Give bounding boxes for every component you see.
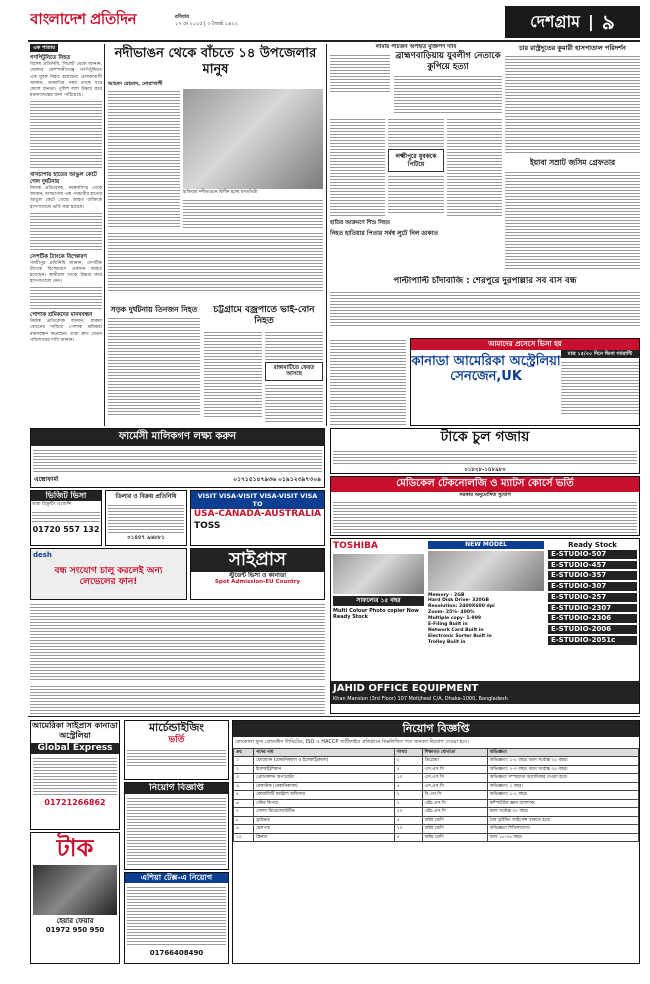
table-cell: মেকানিক (মেকানিক্যাল) <box>254 782 395 791</box>
pharmacy-body <box>33 448 322 474</box>
lightning-head: চট্টগ্রামে বজ্রপাতে ভাই-বোন নিহত <box>213 305 315 326</box>
section-title <box>505 6 640 38</box>
left-column <box>30 44 102 426</box>
merchandising-ad <box>124 720 229 780</box>
table-cell: বি.এস.সি <box>422 791 487 800</box>
table-cell: ড্রাইভার <box>254 816 395 825</box>
column-rule <box>104 44 105 426</box>
toshiba-new-model: NEW MODEL <box>428 541 544 549</box>
job-table <box>233 748 639 843</box>
lightning-body-1 <box>204 330 262 418</box>
medical-sub: সরকার অনুমোদিত সুযোগ <box>459 491 511 498</box>
table-row <box>234 799 639 808</box>
global-express-ad <box>30 720 120 830</box>
model-item: E-STUDIO-457 <box>548 561 637 570</box>
lightning-body-2 <box>265 330 323 360</box>
visa-visit-small-ad <box>30 490 102 546</box>
lead-body-col-2 <box>183 198 323 228</box>
table-cell: ফোরম্যান (মেকানিক্যাল ও ইলেকট্রিক্যাল) <box>254 757 395 766</box>
section-name: দেশগ্রাম <box>530 12 581 31</box>
header-cell: সংখ্যা <box>394 748 422 757</box>
lightning-body-3 <box>265 383 323 423</box>
table-cell: কম্পিউটার জ্ঞান আবশ্যক। <box>487 799 638 808</box>
table-row <box>234 825 639 834</box>
road-accident-head: সড়ক দুর্ঘটনায় তিনজন নিহত <box>110 305 198 314</box>
table-cell: বয়স ১৮-৩৫ বছর। <box>487 833 638 842</box>
table-cell: এস.এস.সি <box>422 782 487 791</box>
hair-phone: ০১৮২৮-১৪৮৯৮০ <box>464 466 506 473</box>
visa-small-body <box>32 510 100 524</box>
cyprus-title: সাইপ্রাস <box>191 549 324 572</box>
middle-column <box>330 44 502 274</box>
hair-body <box>333 449 637 465</box>
header-cell: পদের নাম <box>254 748 395 757</box>
table-cell: ২ <box>234 765 254 774</box>
right-head: চার রাস্ট্রদূতের কুমারী হাসপাতাল পরিদর্শন <box>519 44 626 52</box>
table-cell: ৫ <box>394 833 422 842</box>
table-cell: এইচ.এস.সি <box>422 808 487 817</box>
table-cell: এস.এস.সি <box>422 765 487 774</box>
global-phone: 01721266862 <box>44 798 106 808</box>
masthead-date <box>175 10 255 36</box>
small-job-body <box>127 796 226 866</box>
table-cell: ২ <box>394 799 422 808</box>
model-item: E-STUDIO-507 <box>548 550 637 559</box>
right-column <box>505 44 640 274</box>
header-cell: ক্রঃ <box>234 748 254 757</box>
merch-sub: ভর্তি <box>168 734 185 745</box>
table-cell: অষ্টম শ্রেণি <box>422 825 487 834</box>
middle-sub-box: হাতির আক্রমণে শিশু নিহত <box>330 220 390 227</box>
table-cell: ৭ <box>234 808 254 817</box>
table-cell: অভিজ্ঞতা শিথিলযোগ্য। <box>487 825 638 834</box>
right-body-1 <box>505 54 640 154</box>
table-cell: ৬ <box>234 799 254 808</box>
table-cell: ক্লিনার <box>254 833 395 842</box>
pharmacy-phone: ০১৭১৫১৪৭৯৩৬ ০১৯১২৩৯৭৩০৯ <box>233 475 321 483</box>
toshiba-address: Khan Mansion (3rd Floor) 107 Motijheel C/A, Dhaka-1000, Bangladesh <box>333 695 508 702</box>
left-item-2-text: নিজস্ব প্রতিবেদক, ময়মনসিংহ থেকে জানান, বাসচাপায় এক পথচারীর হাতের আঙুল কেটে গেছে। আহত ব্যক্তিকে হাসপাতালে ভর্তি করা হয়েছে। <box>30 186 102 210</box>
table-row <box>234 808 639 817</box>
model-item: E-STUDIO-2306 <box>548 614 637 623</box>
spec-item: Network Card Built in <box>428 628 484 634</box>
visit-visa-line1: VISIT VISA-VISIT VISA-VISIT VISA TO <box>191 491 324 509</box>
table-cell: ৩ <box>234 774 254 783</box>
visa-small-office: তারা রিক্রুটিং এজেন্সি <box>32 502 72 507</box>
telecom-ad <box>30 548 187 600</box>
baldness-title: টাক <box>56 834 94 862</box>
medical-title: মেডিকেল টেকনোলজি ও ম্যাটস কোর্সে ভর্তি <box>331 477 639 492</box>
right-box-head: ইয়াবা সম্রাট জসিম গ্রেফতার <box>529 158 616 168</box>
merch-body <box>127 748 226 768</box>
spec-item: Zoom- 25%- 400% <box>428 610 475 616</box>
lead-body-col-1 <box>108 89 180 229</box>
model-item: E-STUDIO-307 <box>548 582 637 591</box>
spec-item: Hard Disk Drive- 320GB <box>428 598 490 604</box>
pharmacy-title: ফার্মেসী মালিকগণ লক্ষ্য করুন <box>31 429 324 446</box>
toshiba-ad <box>330 538 640 714</box>
lead-byline: আহমদ রেহমান, নোয়াখালী <box>108 81 163 88</box>
road-accident-story <box>108 305 200 425</box>
masthead-day: রবিবার <box>175 14 189 20</box>
asia-tex-body <box>127 885 226 947</box>
pharmacy-ad <box>30 428 325 488</box>
masthead-date-line: ১৭ মে ২০১৫ | ৩ জ্যৈষ্ঠ ১৪২২ <box>175 21 238 27</box>
toshiba-copier-image-2 <box>428 551 544 591</box>
middle-small-head: লামায় পাঁচজন অপহৃত মুক্তিপণ দাবি <box>375 44 457 50</box>
job-notice <box>232 720 640 964</box>
table-cell: ২০ <box>394 808 422 817</box>
left-item-4-text: নিজস্ব প্রতিবেদক জানান, বকেয়া বেতনের দাবিতে পোশাক শ্রমিকরা মানববন্ধন করেছেন। তারা দ্রুত বেতন পরিশোধের দাবি জানান। <box>30 319 102 343</box>
baldness-phone: 01972 950 950 <box>45 925 105 934</box>
dealer-phone: ০১৪৫৭ ৯৬৮৮১ <box>127 534 165 541</box>
small-job-ad <box>124 782 229 870</box>
table-cell: এইচ.এস.সি <box>422 799 487 808</box>
asia-tex-ad <box>124 872 229 964</box>
student-visa-ad <box>410 338 640 426</box>
table-cell: অষ্টম শ্রেণি <box>422 833 487 842</box>
table-cell: ৫ <box>394 765 422 774</box>
visit-visa-ad <box>190 490 325 546</box>
middle-body-2 <box>388 117 443 147</box>
table-row <box>234 791 639 800</box>
table-cell: ৪ <box>234 782 254 791</box>
extortion-head: পাল্টাপাল্টি চাঁদাবাজি : শেরপুরে দুরপাল্লার সব বাস বন্ধ <box>393 276 577 286</box>
header-cell: শিক্ষাগত যোগ্যতা <box>422 748 487 757</box>
offer-text-block <box>30 602 325 682</box>
table-cell: ২ <box>394 757 422 766</box>
left-item-2-head: বাসচাপায় হাতের আঙুল কেটে গেল দুর্ঘটনায় <box>30 172 97 186</box>
job-notice-title: নিয়োগ বিজ্ঞপ্তি <box>233 721 639 737</box>
table-cell: ২ <box>394 791 422 800</box>
page-divider: | <box>588 12 594 31</box>
pharmacy-org: এক্মোফার্মা <box>34 475 59 483</box>
lead-body-col-3 <box>108 231 323 293</box>
table-cell: ১০ <box>234 833 254 842</box>
student-visa-banner: আমাদের প্রসেসে ভিসা হয় <box>411 339 639 350</box>
toshiba-brand: TOSHIBA <box>333 541 378 551</box>
visit-visa-company: TOSS <box>194 520 221 531</box>
extortion-body <box>330 290 640 326</box>
visa-small-title: ভিজিট ভিসা <box>31 491 101 501</box>
table-cell: ৯ <box>234 825 254 834</box>
table-cell: ৮ <box>234 816 254 825</box>
job-table-body <box>234 757 639 842</box>
dealer-body <box>108 503 184 533</box>
middle-small-body <box>330 53 390 93</box>
road-accident-body <box>108 316 200 416</box>
middle-third-head: নিহত হাতিয়ার পিতার সর্বস্ব লুটে নিল ডাকাত <box>330 230 438 237</box>
dealer-title: ডিলার ও বিক্রয় প্রতিনিধি <box>115 493 177 500</box>
model-item: E-STUDIO-2051c <box>548 636 637 645</box>
offer-text-body <box>30 602 325 682</box>
middle-head-body <box>394 74 502 114</box>
toshiba-specs <box>428 593 544 647</box>
toshiba-promo: সাফল্যের ১৫ বছর <box>333 596 424 606</box>
table-row <box>234 833 639 842</box>
baldness-photo <box>33 865 117 915</box>
model-item: E-STUDIO-357 <box>548 571 637 580</box>
hair-ad <box>330 428 640 474</box>
left-item-1-body <box>30 99 102 169</box>
spec-item: Multiple copy- 1-999 <box>428 616 482 622</box>
lead-photo <box>183 89 323 189</box>
left-item-3 <box>30 254 102 310</box>
small-news-bottom-body <box>330 338 406 426</box>
table-cell: অভিজ্ঞতা: ১-৫ বছর। বয়স সর্বোচ্চ ৩৫ বছর। <box>487 757 638 766</box>
table-row <box>234 816 639 825</box>
masthead-rule <box>28 40 640 42</box>
telecom-title: বন্ধ সংযোগ চালু করলেই অন্য লেভেলের ফান! <box>54 565 163 587</box>
visit-visa-line2: USA-CANADA-AUSTRALIA <box>193 509 322 520</box>
table-cell: সেলস রিপ্রেজেন্টেটিভ <box>254 808 395 817</box>
spec-item: E-Filing Built in <box>428 622 468 628</box>
table-row <box>234 782 639 791</box>
cyprus-sub: স্টুডেন্ট ভিসা ও কানাডা <box>229 571 286 579</box>
left-item-1 <box>30 55 102 169</box>
table-cell: ডিপ্লোমা <box>422 757 487 766</box>
table-cell: এস.এস.সি <box>422 774 487 783</box>
global-title: আমেরিকা সাইপ্রাস কানাডা অস্ট্রেলিয়া <box>32 721 118 740</box>
spec-item: Resolution: 2400X600 dpi <box>428 604 495 610</box>
cyprus-ad <box>190 548 325 600</box>
global-company: Global Express <box>31 743 119 754</box>
job-table-header <box>234 748 639 757</box>
newspaper-logo: বাংলাদেশ প্রতিদিন <box>30 10 137 28</box>
medical-ad <box>330 476 640 536</box>
table-row <box>234 774 639 783</box>
toshiba-copier-image-1 <box>333 554 424 594</box>
spec-item: Trolley Built in <box>428 640 466 646</box>
hair-title: টাকে চুল গজায় <box>440 429 530 445</box>
table-cell: ৫ <box>234 791 254 800</box>
left-item-4 <box>30 312 102 344</box>
table-cell: প্রোডাকশন অপারেটর <box>254 774 395 783</box>
model-item: E-STUDIO-2307 <box>548 604 637 613</box>
lightning-story <box>204 305 324 425</box>
table-row <box>234 765 639 774</box>
table-cell: ১০ <box>394 774 422 783</box>
asia-tex-phone: 01766408490 <box>149 949 204 957</box>
middle-body-1 <box>330 117 385 217</box>
cyprus-tag: Spot Admission-EU Country <box>214 579 301 585</box>
lead-story <box>108 44 323 304</box>
table-cell: অভিজ্ঞতা: ২-৩ বছর। বয়স সর্বোচ্চ ৩৫ বছর। <box>487 765 638 774</box>
student-visa-tag: মাত্র ১৫/৩০ দিনে ভিসা গ্যারান্টি <box>561 350 639 358</box>
left-item-1-head: গণপিটুনিতে নিহত <box>30 55 71 62</box>
middle-body-3 <box>388 174 443 214</box>
model-item: E-STUDIO-2006 <box>548 625 637 634</box>
offer-text-body-2 <box>30 684 325 714</box>
table-cell: কোয়ালিটি কন্ট্রোল অফিসার <box>254 791 395 800</box>
global-body <box>33 756 117 796</box>
left-item-3-body <box>30 285 102 309</box>
table-cell: ৫ <box>394 816 422 825</box>
job-notice-intro: কোকোলা ফুড প্রোডাক্টস লিমিটেড, ISO ও HACCP সার্টিফাইড প্রতিষ্ঠানে নিম্নলিখিত পদে জনবল নিয়োগ দেওয়া হবে। <box>235 738 469 745</box>
extortion-story <box>330 276 640 336</box>
lead-photo-caption: হাতিয়ায় নদীভাঙনে বিলীন হচ্ছে বসতভিটা <box>183 190 258 196</box>
asia-tex-title: এশিয়া টেক্স-এ নিয়োগ <box>125 873 228 883</box>
baldness-ad <box>30 832 120 964</box>
table-cell: অভিজ্ঞতা: ২ বছর। <box>487 782 638 791</box>
small-job-title: নিয়োগ বিজ্ঞপ্তি <box>125 783 228 794</box>
middle-head: ব্রাহ্মণবাড়িয়ায় যুবলীগ নেতাকে কুপিয়ে হত্যা <box>395 50 501 72</box>
table-cell: বৈধ ড্রাইভিং লাইসেন্স থাকতে হবে। <box>487 816 638 825</box>
table-cell: ইলেকট্রিশিয়ান <box>254 765 395 774</box>
table-cell: স্টোর কিপার <box>254 799 395 808</box>
lead-headline: নদীভাঙন থেকে বাঁচতে ১৪ উপজেলার মানুষ <box>114 46 317 77</box>
table-cell: অভিজ্ঞতা সম্পন্নদের অগ্রাধিকার দেওয়া হবে। <box>487 774 638 783</box>
table-cell: অভিজ্ঞতা: ১-২ বছর। <box>487 791 638 800</box>
left-item-1-text: বিশেষ প্রতিনিধি, সিলেট থেকে জানান, জেলার কোম্পানীগঞ্জে গণপিটুনিতে এক যুবক নিহত হয়েছেন। এলাকাবাসী জানান, ডাকাতির সময় তাকে ধরে ফেলে জনতা। পুলিশ লাশ উদ্ধার করে ময়নাতদন্তের জন্য পাঠিয়েছে। <box>30 62 102 99</box>
toshiba-ready-stock: Ready Stock <box>568 541 617 549</box>
spec-item: Electronic Sorter Built in <box>428 634 492 640</box>
right-body-2 <box>505 170 640 270</box>
small-news-bottom-mid <box>330 338 406 426</box>
lightning-inline-box: রাঙ্গামাটিতে ফেরত আসছে <box>265 362 323 382</box>
baldness-company: হেয়ার ফেয়ার <box>56 917 94 925</box>
spec-item: Memory - 2GB <box>428 592 465 598</box>
telecom-brand: desh <box>33 551 52 559</box>
ads-rule <box>28 716 640 717</box>
header-cell: অভিজ্ঞতা <box>487 748 638 757</box>
dealer-ad <box>105 490 187 546</box>
table-row <box>234 757 639 766</box>
table-cell: ১ <box>234 757 254 766</box>
toshiba-mono: Multi Colour Photo copier Now Ready Stock <box>333 607 419 620</box>
table-cell: অষ্টম শ্রেণি <box>422 816 487 825</box>
offer-text-block-2 <box>30 684 325 714</box>
toshiba-company: JAHID OFFICE EQUIPMENT <box>333 683 479 694</box>
left-item-4-head: পোশাক শ্রমিকদের মানববন্ধন <box>30 312 93 319</box>
table-cell: হেলপার <box>254 825 395 834</box>
medical-body <box>333 500 637 534</box>
student-visa-title: কানাডা আমেরিকা অস্ট্রেলিয়া সেনজেন,UK <box>411 353 561 385</box>
visa-small-phone: 01720 557 132 <box>32 525 100 535</box>
toshiba-model-list <box>548 550 637 645</box>
left-item-2 <box>30 172 102 251</box>
column-rule <box>326 44 327 426</box>
left-column-label: এক পাতায় <box>30 44 58 52</box>
page-number: ৯ <box>601 9 615 34</box>
table-cell: ১০ <box>394 825 422 834</box>
table-cell: ৫ <box>394 782 422 791</box>
merch-title: মার্চেন্ডাইজিং <box>148 721 205 734</box>
middle-body-4 <box>447 117 502 217</box>
left-item-3-head: সেপটিক ট্যাংকে বিস্ফোরণ <box>30 253 87 260</box>
middle-box-head: লক্ষ্মীপুরে যুবককে পিটিয়ে <box>388 149 443 172</box>
model-item: E-STUDIO-257 <box>548 593 637 602</box>
left-item-3-text: গাজীপুর প্রতিনিধি জানান, সেপটিক ট্যাংকে বিস্ফোরণে একজন আহত হয়েছেন। স্থানীয়রা তাকে উদ্ধার করে হাসপাতালে নেন। <box>30 260 102 285</box>
student-visa-details <box>561 360 639 415</box>
table-cell: বয়স সর্বোচ্চ ৩০ বছর। <box>487 808 638 817</box>
left-item-2-body <box>30 211 102 251</box>
